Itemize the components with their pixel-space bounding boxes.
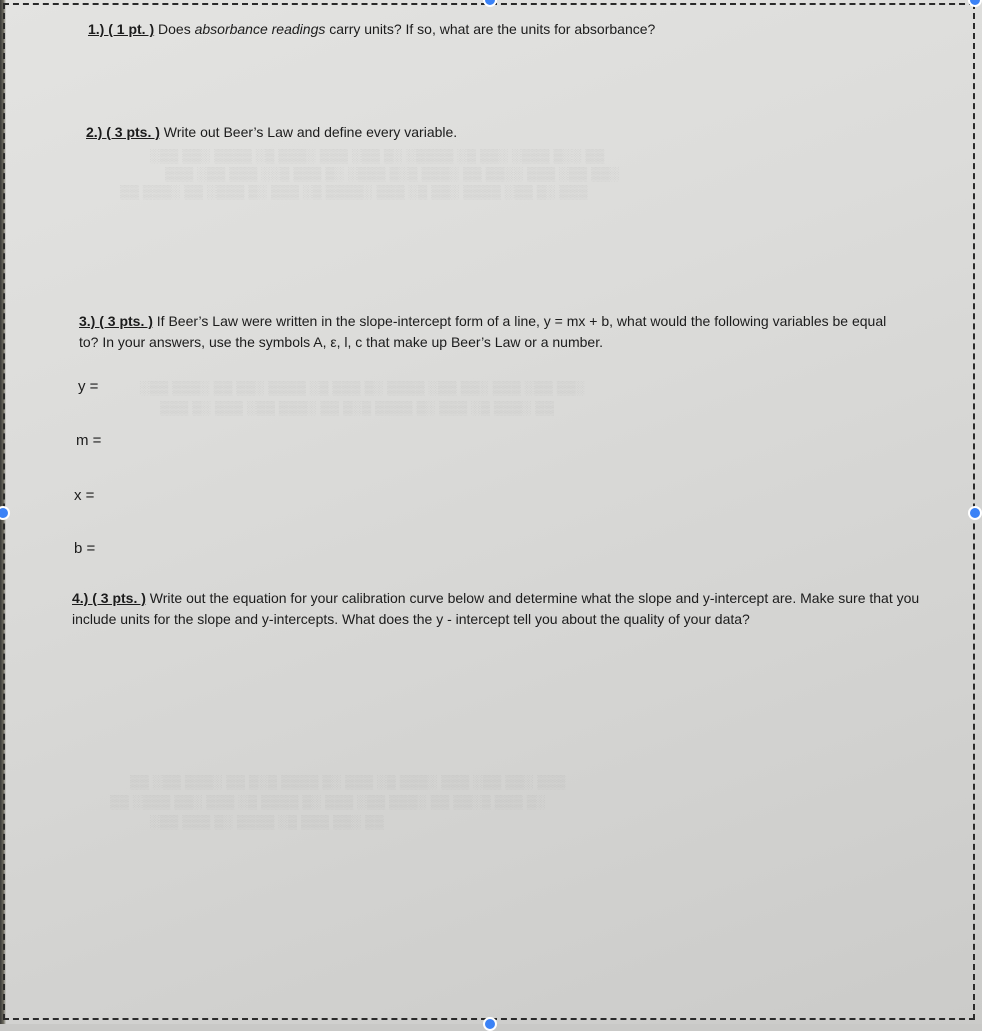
question-4-text: Write out the equation for your calibration curve below and determine what the slope and y-intercept are. Make sure that you include units for the slope and y-intercepts. What does the y - intercept tell you about the quality of your data? <box>72 590 920 627</box>
question-1-text-pre: Does <box>158 21 195 37</box>
question-3-text: If Beer’s Law were written in the slope-intercept form of a line, y = mx + b, what would the following variables be equal to? In your answers, use the symbols A, ε, l, c that make up Beer’s Law or a number. <box>79 313 887 350</box>
question-2-number: 2.) ( 3 pts. ) <box>86 124 160 140</box>
question-1-text-post: carry units? If so, what are the units for absorbance? <box>325 21 656 37</box>
variable-y: y = <box>78 378 99 395</box>
question-4-number: 4.) ( 3 pts. ) <box>72 590 146 606</box>
bleed-through-line: ▒▒ ░▒▒ ▒▒▒ ▒░ ▒▒▒▒ ░▒ ▒▒▒ ▒▒░ <box>150 814 384 829</box>
question-2-text: Write out Beer’s Law and define every variable. <box>163 124 458 140</box>
bleed-through-line: ░▒▒ ▒▒░ ▒▒▒ ░▒▒ ▒▒░ ▒▒▒▒ ░▒ ▒▒▒ ▒░ ▒▒▒▒ ░▒▒ ▒▒ ░▒▒▒ ▒▒░ <box>140 380 585 395</box>
variable-b: b = <box>74 540 96 557</box>
bleed-through-line: ▒▒ ░░▒ ▒▒▒░ ░▒▒ ▒░ ▒▒▒▒░ ░▒ ▒▒░ ▒▒▒ ░▒▒▒ ▒░ ▒▒▒▒ ░▒▒ ▒▒░ <box>150 148 605 163</box>
bleed-through-line: ▒▒ ░▒▒▒ ▒░ ▒▒▒ ░▒ ▒▒▒▒ ▒░▒ ▒▒ ░▒▒▒ ▒▒░ ▒▒▒ ░▒ ▒▒▒ <box>160 400 554 415</box>
crop-handle-bottom[interactable] <box>483 1017 497 1031</box>
question-1-number: 1.) ( 1 pt. ) <box>88 21 155 37</box>
bleed-through-line: ▒▒▒ ░▒▒ ▒▒░ ▒▒▒ ░▒▒▒ ▒░ ▒▒▒ ░▒ ▒▒▒▒ ▒░▒ ▒▒ ░▒▒▒ ▒▒░ ▒▒ <box>130 774 566 789</box>
question-1-text-emphasis: absorbance readings <box>194 21 326 37</box>
variable-m: m = <box>76 432 102 449</box>
crop-selection-frame[interactable] <box>3 3 975 1020</box>
question-3-number: 3.) ( 3 pts. ) <box>79 313 153 329</box>
bleed-through-line: ░▒ ▒▒▒ ▒░▒▒ ▒▒ ░▒▒▒ ▒▒░ ▒▒▒ ░▒ ▒▒▒▒ ▒░ ▒▒▒ ░▒▒ ▒▒▒░ ▒▒ <box>110 794 546 809</box>
variable-x: x = <box>74 487 95 504</box>
crop-handle-right[interactable] <box>968 506 982 520</box>
bleed-through-line: ▒▒▒ ░▒ ▒▒░ ▒▒▒▒ ░▒▒ ▒░ ▒▒▒ ░▒▒▒▒ ▒░ ▒▒▒ ░▒ ▒▒▒░ ▒▒ ░▒▒▒ ▒▒ <box>120 184 588 199</box>
bleed-through-line: ░▒▒ ▒▒░ ▒▒▒ ░░▒▒ ▒▒ ░▒▒▒ ▒░▒ ▒▒▒░ ░▒ ▒▒▒ ▒░░ ▒▒▒ ▒▒░ ▒▒▒ <box>165 166 620 181</box>
